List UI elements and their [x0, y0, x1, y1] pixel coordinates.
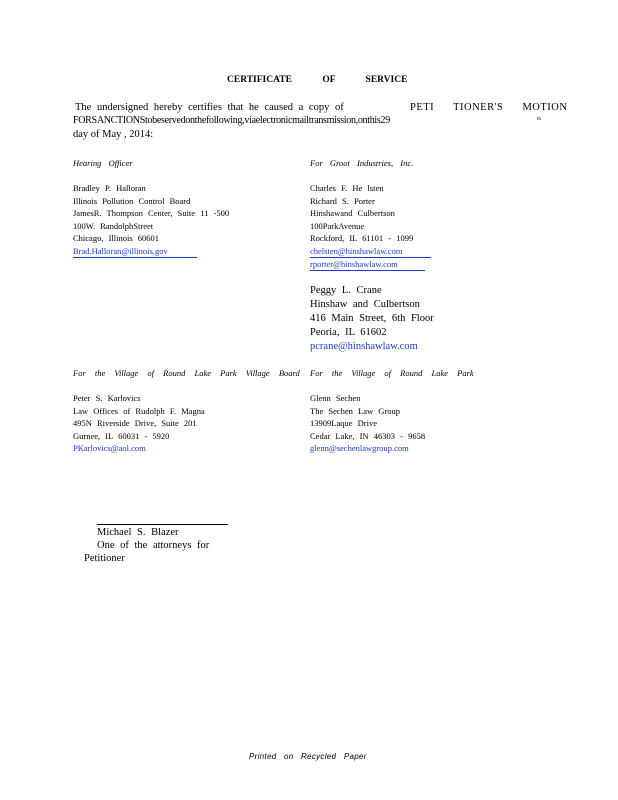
intro-line-1: The undersigned hereby certifies that he caused a copy of: [75, 102, 344, 113]
hearing-officer-heading: Hearing Officer: [73, 158, 133, 168]
email-link[interactable]: rporter@hinshawlaw.com: [310, 258, 398, 269]
address-line: The Sechen Law Group: [310, 405, 400, 416]
address-line: Illinois Pollution Control Board: [73, 195, 191, 206]
address-line: 100W. RandolphStreet: [73, 220, 154, 231]
address-line: Cedar Lake, IN 46303 - 9658: [310, 430, 426, 441]
email-link[interactable]: glenn@sechenlawgroup.com: [310, 443, 409, 454]
document-title: CERTIFICATE OF SERVICE: [227, 75, 408, 85]
address-line: Law Offices of Rudolph F. Magna: [73, 405, 205, 416]
address-line: Hinshawand Culbertson: [310, 208, 395, 219]
intro-line-2: FORSANCTIONStobeservedonthefollowing,viaelectronicmailtransmission,onthis29: [73, 115, 390, 126]
address-line: 416 Main Street, 6th Floor: [310, 313, 434, 324]
email-link[interactable]: pcrane@hinshawlaw.com: [310, 341, 418, 352]
hearing-officer-address: [73, 182, 229, 258]
address-line: Peter S. Karlovics: [73, 393, 141, 403]
signer-role: One of the attorneys for: [97, 539, 210, 551]
email-link[interactable]: chelsten@hinshawlaw.com: [310, 245, 403, 256]
email-underline: [73, 257, 197, 258]
address-line: Richard S. Porter: [310, 195, 375, 206]
village-address: [310, 392, 425, 455]
address-line: Peoria, IL 61602: [310, 327, 387, 338]
signer-name: Michael S. Blazer: [97, 527, 179, 538]
date-superscript: th: [537, 117, 541, 122]
village-board-heading: For the Village of Round Lake Park Village Board: [73, 368, 300, 378]
email-link[interactable]: PKarlovics@aol.com: [73, 443, 146, 454]
address-line: Chicago, Illinois 60601: [73, 233, 160, 244]
address-line: Charles F. He lsten: [310, 183, 384, 193]
address-line: JamesR. Thompson Center, Suite 11 -500: [73, 208, 230, 219]
address-line: 100ParkAvenue: [310, 220, 365, 231]
address-line: Peggy L. Crane: [310, 285, 382, 296]
address-line: Hinshaw and Culbertson: [310, 299, 420, 310]
address-line: Bradley P. Halloran: [73, 183, 146, 193]
email-underline: [310, 257, 431, 258]
address-line: Rockford, IL 61101 - 1099: [310, 233, 414, 244]
address-line: 13909Laque Drive: [310, 418, 377, 429]
address-line: Glenn Sechen: [310, 393, 361, 403]
signer-party: Petitioner: [84, 552, 125, 564]
email-underline: [310, 270, 425, 271]
page-footer: Printed on Recycled Paper: [249, 752, 367, 761]
address-line: 495N Riverside Drive, Suite 201: [73, 418, 197, 429]
motion-title: PETI TIONER'S MOTION: [410, 102, 568, 113]
village-heading: For the Village of Round Lake Park: [310, 368, 474, 378]
signature-block: [84, 527, 210, 565]
village-board-address: [73, 392, 205, 455]
intro-line-3: day of May , 2014:: [73, 129, 154, 140]
email-link[interactable]: Brad.Halloran@illinois.gov: [73, 245, 168, 256]
address-line: Gurnee, IL 60031 - 5920: [73, 430, 170, 441]
signature-line: [97, 524, 228, 525]
groot-heading: For Groot Industries, Inc.: [310, 158, 414, 168]
crane-address: [310, 284, 434, 354]
